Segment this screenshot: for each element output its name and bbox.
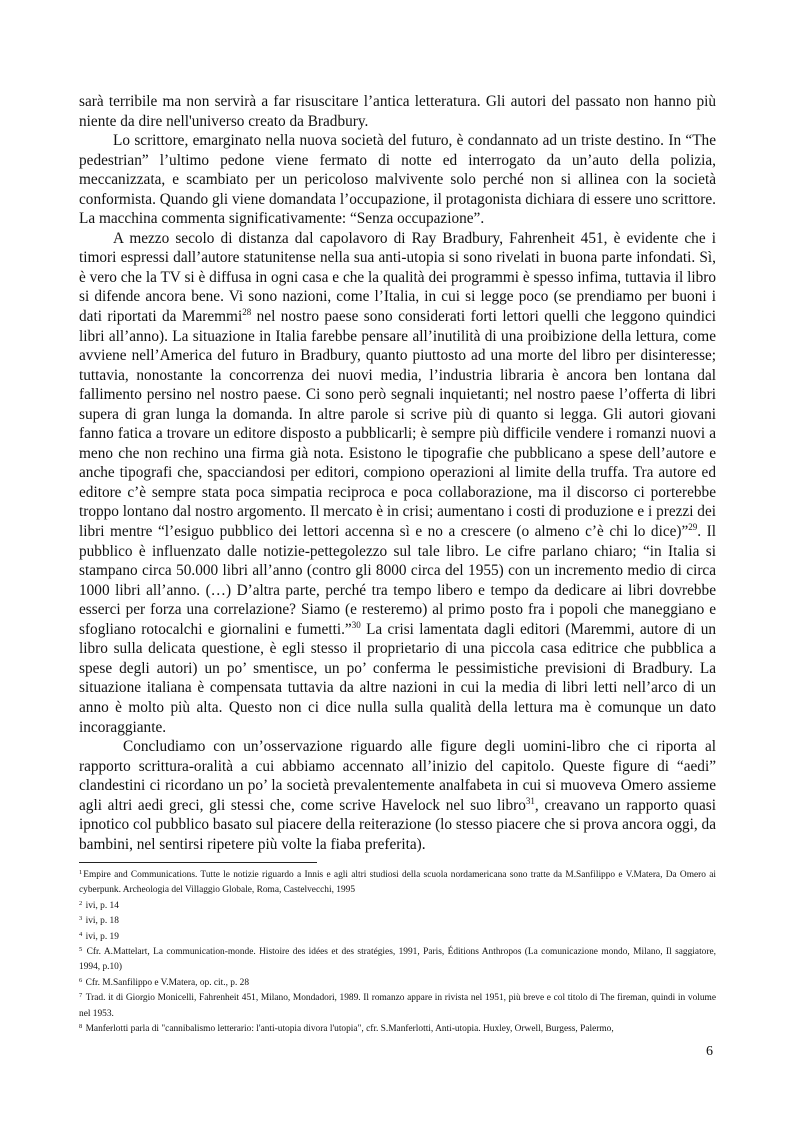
footnote: $^6$ Cfr. M.Sanfilippo e V.Matera, op. cit., p. 28: [79, 976, 250, 988]
footnote: $^5$ Cfr. A.Mattelart, La communication-monde. Histoire des idées et des stratégies, 1991, Paris, Éditions Anthropos (La comunicazione mondo, Milano, Il saggiatore, 1994, p.10): [79, 946, 716, 973]
footnote-separator: [79, 862, 317, 863]
paragraph-pedestrian: Lo scrittore, emarginato nella nuova società del futuro, è condannato ad un triste destino. In “The pedestrian” l’ultimo pedone viene fermato di notte ed interrogato da un’auto della polizia, meccanizzata, e scambiato per un pericoloso malvivente solo perché non si allinea con la società conformista. Quando gli viene domandata l’occupazione, il protagonista dichiara di essere uno scrittore. La macchina commenta significativamente: “Senza occupazione”.: [79, 132, 716, 228]
paragraph-continuation: sarà terribile ma non servirà a far risuscitare l’antica letteratura. Gli autori del passato non hanno più niente da dire nell'universo creato da Bradbury.: [79, 93, 716, 130]
body-text: [79, 92, 716, 854]
footnote: $^7$ Trad. it di Giorgio Monicelli, Fahrenheit 451, Milano, Mondadori, 1989. Il romanzo appare in rivista nel 1951, più breve e col titolo di The fireman, quindi in volume nel 1953.: [79, 992, 716, 1019]
footnote: $^1$Empire and Communications. Tutte le notizie riguardo a Innis e agli altri studiosi della scuola nordamericana sono tratte da M.Sanfilippo e V.Matera, Da Omero ai cyberpunk. Archeologia del Villaggio Globale, Roma, Castelvecchi, 1995: [79, 869, 716, 896]
footnote: $^3$ ivi, p. 18: [79, 915, 119, 927]
footnote: $^2$ ivi, p. 14: [79, 899, 119, 911]
footnote: $^8$ Manferlotti parla di "cannibalismo letterario: l'anti-utopia divora l'utopia", cfr. S.Manferlotti, Anti-utopia. Huxley, Orwell, Burgess, Palermo,: [79, 1023, 614, 1035]
footnote-ref-31: 31: [525, 795, 535, 806]
footnote-ref-28: 28: [242, 307, 252, 318]
footnote-ref-30: 30: [351, 619, 361, 630]
footnote: $^4$ ivi, p. 19: [79, 930, 119, 942]
page-number: 6: [706, 1044, 713, 1059]
paragraph-fahrenheit: A mezzo secolo di distanza dal capolavoro di Ray Bradbury, Fahrenheit 451, è evidente che i timori espressi dall’autore statunitense nella sua anti-utopia si sono rivelati in buona parte infondati. Sì, è vero che la TV si è diffusa in ogni casa e che la qualità dei programmi è spesso infima, tuttavia il libro si difende ancora bene. Vi sono nazioni, come l’Italia, in cui si legge poco (se prendiamo per buoni i dati riportati da Maremmi$^{28}$ nel nostro paese sono considerati forti lettori quelli che leggono quindici libri all’anno). La situazione in Italia farebbe pensare all’inutilità di una proibizione della lettura, come avviene nell’America del futuro in Bradbury, quanto piuttosto ad una morte del libro per disinteresse; tuttavia, nonostante la concorrenza dei nuovi media, l’industria libraria è ancora ben lontana dal fallimento persino nel nostro paese. Ci sono però segnali inquietanti; nel nostro paese l’offerta di libri supera di gran lunga la domanda. In altre parole si scrive più di quanto si legga. Gli autori giovani fanno fatica a trovare un editore disposto a pubblicarli; è sempre più difficile vendere i romanzi nuovi a meno che non rechino una firma già nota. Esistono le tipografie che pubblicano a spese dell’autore e anche tipografi che, spacciandosi per editori, compiono operazioni al limite della truffa. Tra autore ed editore c’è sempre stata poca simpatia reciproca e poca collaborazione, ma il discorso ci porterebbe troppo lontano dal nostro argomento. Il mercato è in crisi; aumentano i costi di produzione e i prezzi dei libri mentre “l’esiguo pubblico dei lettori accenna sì e no a crescere (o almeno c’è chi lo dice)”$^{29}$. Il pubblico è influenzato dalle notizie-pettegolezzo sul tale libro. Le cifre parlano chiaro; “in Italia si stampano circa 50.000 libri all’anno (contro gli 8000 circa del 1955) con un incremento medio di circa 1000 libri all’anno. (…) D’altra parte, perché tra tempo libero e tempo da dedicare ai libri dovrebbe esserci per forza una correlazione? Siamo (e resteremo) al primo posto fra i popoli che maneggiano e sfogliano rotocalchi e giornalini e fumetti.”$^{30}$ La crisi lamentata dagli editori (Maremmi, autore di un libro sulla delicata questione, è egli stesso il proprietario di una piccola casa editrice che pubblica a spese degli autori) un po’ smentisce, un po’ conferma le pessimistiche previsioni di Bradbury. La situazione italiana è compensata tuttavia da altre nazioni in cui la media di libri letti nell’arco di un anno è molto più alta. Questo non ci dice nulla sulla qualità della lettura ma è comunque un dato incoraggiante.: [79, 229, 717, 736]
footnotes: [79, 868, 716, 1037]
footnote-ref-29: 29: [688, 522, 698, 533]
paragraph-conclusion: Concludiamo con un’osservazione riguardo alle figure degli uomini-libro che ci riporta al rapporto scrittura-oralità a cui abbiamo accennato all’inizio del capitolo. Queste figure di “aedi” clandestini ci ricordano un po’ la società prevalentemente analfabeta in cui si muoveva Omero assieme agli altri aedi greci, gli stessi che, come scrive Havelock nel suo libro$^{31}$, creavano un rapporto quasi ipnotico col pubblico basato sul piacere della reiterazione (lo stesso piacere che si prova ancora oggi, da bambini, nel sentirsi ripetere più volte la fiaba preferita).: [79, 738, 716, 853]
